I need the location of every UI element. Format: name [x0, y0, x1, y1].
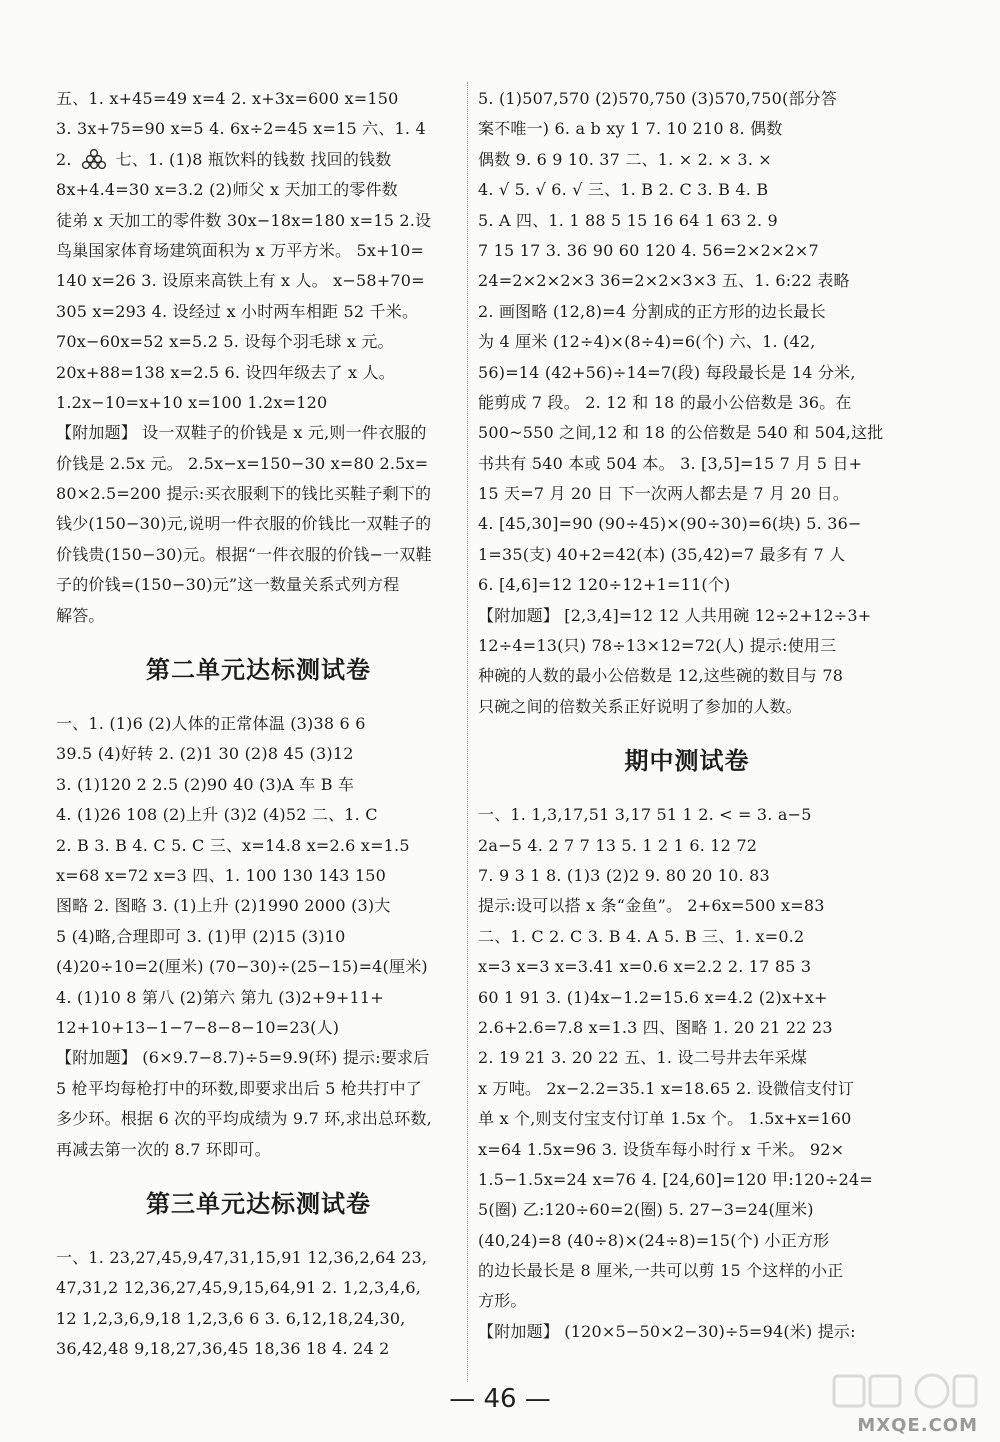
text-line: 价钱贵(150−30)元。根据“一件衣服的价钱−一双鞋: [56, 544, 432, 564]
text-line: 单 x 个,则支付宝支付订单 1.5x 个。 1.5x+x=160: [478, 1109, 852, 1129]
text-line: 36,42,48 9,18,27,36,45 18,36 18 4. 24 2: [56, 1339, 390, 1359]
text-line: 8x+4.4=30 x=3.2 (2)师父 x 天加工的零件数: [56, 180, 398, 200]
text-line: 一、1. 23,27,45,9,47,31,15,91 12,36,2,64 23,: [56, 1247, 428, 1267]
text-line: 为 4 厘米 (12÷4)×(8÷4)=6(个) 六、1. (42,: [478, 332, 816, 352]
text-line: 4. √ 5. √ 6. √ 三、1. B 2. C 3. B 4. B: [478, 180, 769, 200]
text-line: 案不唯一) 6. a b xy 1 7. 10 210 8. 偶数: [478, 119, 783, 139]
text-line: 一、1. (1)6 (2)人体的正常体温 (3)38 6 6: [56, 714, 366, 734]
right-block-2: [478, 800, 896, 1347]
text-line: 3. 3x+75=90 x=5 4. 6x÷2=45 x=15 六、1. 4: [56, 119, 426, 139]
text-line: 39.5 (4)好转 2. (2)1 30 (2)8 45 (3)12: [56, 744, 354, 764]
left-block-1: [56, 84, 461, 631]
text-line: 一、1. 1,3,17,51 3,17 51 1 2. < = 3. a−5: [478, 805, 812, 825]
text-line: x=3 x=3 x=3.41 x=0.6 x=2.2 2. 17 85 3: [478, 957, 812, 977]
text-line: 图略 2. 图略 3. (1)上升 (2)1990 2000 (3)大: [56, 896, 391, 916]
text-line: 【附加题】 (120×5−50×2−30)÷5=94(米) 提示:: [478, 1321, 856, 1341]
right-block-1: [478, 84, 896, 722]
text-line: 提示:设可以搭 x 条“金鱼”。 2+6x=500 x=83: [478, 896, 825, 916]
text-line: 1.2x−10=x+10 x=100 1.2x=120: [56, 392, 328, 412]
text-line: 徒弟 x 天加工的零件数 30x−18x=180 x=15 2.设: [56, 210, 432, 230]
text-line: (4)20÷10=2(厘米) (70−30)÷(25−15)=4(厘米): [56, 957, 428, 977]
text-line: 12+10+13−1−7−8−8−10=23(人): [56, 1017, 340, 1037]
ring-pyramid-icon: [78, 149, 110, 169]
text-line: 500~550 之间,12 和 18 的公倍数是 540 和 504,这批: [478, 423, 884, 443]
left-block-3: [56, 1243, 461, 1365]
page-number: — 46 —: [449, 1384, 551, 1414]
text-line: 5(圈) 乙:120÷60=2(圈) 5. 27−3=24(厘米): [478, 1200, 814, 1220]
text-line: 7 15 17 3. 36 90 60 120 4. 56=2×2×2×7: [478, 240, 819, 260]
text-line: 47,31,2 12,36,27,45,9,15,64,91 2. 1,2,3,4,6,: [56, 1278, 422, 1298]
text-line-with-ring: [56, 145, 461, 175]
text-line: 1.5−1.5x=24 x=76 4. [24,60]=120 甲:120÷24=: [478, 1169, 874, 1189]
text-line: 12 1,2,3,6,9,18 1,2,3,6 6 3. 6,12,18,24,30,: [56, 1308, 406, 1328]
text-line: 305 x=293 4. 设经过 x 小时两车相距 52 千米。: [56, 301, 419, 321]
text-line: 5 枪平均每枪打中的环数,即要求出后 5 枪共打中了: [56, 1078, 422, 1098]
text-line: 140 x=26 3. 设原来高铁上有 x 人。 x−58+70=: [56, 271, 425, 291]
text-line: 【附加题】 (6×9.7−8.7)÷5=9.9(环) 提示:要求后: [56, 1048, 430, 1068]
section-title-unit-2: 第二单元达标测试卷: [146, 655, 371, 685]
text-line: x=64 1.5x=96 3. 设货车每小时行 x 千米。 92×: [478, 1139, 845, 1159]
text-line: x=68 x=72 x=3 四、1. 100 130 143 150: [56, 865, 387, 885]
column-divider: [467, 82, 468, 1382]
text-line: 只碗之间的倍数关系正好说明了参加的人数。: [478, 696, 803, 716]
text-line: (40,24)=8 (40÷8)×(24÷8)=15(个) 小正方形: [478, 1230, 830, 1250]
text-line: 4. (1)26 108 (2)上升 (3)2 (4)52 二、1. C: [56, 805, 378, 825]
text-line: 能剪成 7 段。 2. 12 和 18 的最小公倍数是 36。在: [478, 392, 852, 412]
text-line: 偶数 9. 6 9 10. 37 二、1. × 2. × 3. ×: [478, 149, 772, 169]
text-line: 5. (1)507,570 (2)570,750 (3)570,750(部分答: [478, 89, 838, 108]
text-line: 6. [4,6]=12 120÷12+1=11(个): [478, 575, 731, 595]
section-title-unit-3: 第三单元达标测试卷: [146, 1188, 371, 1218]
text-line: 56)=14 (42+56)÷14=7(段) 每段最长是 14 分米,: [478, 362, 856, 382]
text-line: 15 天=7 月 20 日 下一次两人都去是 7 月 20 日。: [478, 484, 850, 504]
text-line: 20x+88=138 x=2.5 6. 设四年级去了 x 人。: [56, 362, 395, 382]
text-line: 5. A 四、1. 1 88 5 15 16 64 1 63 2. 9: [478, 210, 778, 230]
text-line: 再减去第一次的 8.7 环即可。: [56, 1139, 271, 1159]
text-line: 5 (4)略,合理即可 3. (1)甲 (2)15 (3)10: [56, 926, 346, 946]
text-line: 4. (1)10 8 第八 (2)第六 第九 (3)2+9+11+: [56, 987, 384, 1007]
text-line: 80×2.5=200 提示:买衣服剩下的钱比买鞋子剩下的: [56, 484, 432, 504]
text-line: 鸟巢国家体育场建筑面积为 x 万平方米。 5x+10=: [56, 240, 425, 260]
text-line: 的边长最长是 8 厘米,一共可以剪 15 个这样的小正: [478, 1261, 844, 1281]
text-line: 2. B 3. B 4. C 5. C 三、x=14.8 x=2.6 x=1.5: [56, 835, 410, 855]
text-line: 【附加题】 设一双鞋子的价钱是 x 元,则一件衣服的: [56, 423, 427, 443]
text-line: 多少环。根据 6 次的平均成绩为 9.7 环,求出总环数,: [56, 1109, 432, 1129]
text-line: 【附加题】 [2,3,4]=12 12 人共用碗 12÷2+12÷3+: [478, 605, 872, 625]
right-column: [478, 84, 896, 1347]
text-line: 2a−5 4. 2 7 7 13 5. 1 2 1 6. 12 72: [478, 835, 758, 855]
text-line: 2.6+2.6=7.8 x=1.3 四、图略 1. 20 21 22 23: [478, 1017, 833, 1037]
item-number: 2.: [56, 149, 72, 169]
text-line: 解答。: [56, 605, 105, 625]
text-line: 书共有 540 本或 504 本。 3. [3,5]=15 7 月 5 日+: [478, 453, 863, 473]
text-line: 方形。: [478, 1291, 527, 1311]
text-line: 钱少(150−30)元,说明一件衣服的价钱比一双鞋子的: [56, 514, 432, 534]
text-line: 2. 19 21 3. 20 22 五、1. 设二号井去年采煤: [478, 1048, 808, 1068]
text-line: 2. 画图略 (12,8)=4 分割成的正方形的边长最长: [478, 301, 826, 321]
text-line: 4. [45,30]=90 (90÷45)×(90÷30)=6(块) 5. 36−: [478, 514, 862, 534]
text-line: 二、1. C 2. C 3. B 4. A 5. B 三、1. x=0.2: [478, 926, 805, 946]
watermark-text: MXQE.COM: [857, 1415, 978, 1436]
text-line: x 万吨。 2x−2.2=35.1 x=18.65 2. 设微信支付订: [478, 1078, 855, 1098]
text-line: 7. 9 3 1 8. (1)3 (2)2 9. 80 20 10. 83: [478, 865, 770, 885]
text-line: 3. (1)120 2 2.5 (2)90 40 (3)A 车 B 车: [56, 774, 355, 794]
section-title-midterm: 期中测试卷: [624, 746, 750, 776]
text-line: 60 1 91 3. (1)4x−1.2=15.6 x=4.2 (2)x+x+: [478, 987, 828, 1007]
text-line: 24=2×2×2×3 36=2×2×3×3 五、1. 6:22 表略: [478, 271, 850, 291]
text-line: 12÷4=13(只) 78÷13×12=72(人) 提示:使用三: [478, 636, 837, 656]
left-column: [56, 84, 461, 1364]
text-line: 七、1. (1)8 瓶饮料的钱数 找回的钱数: [115, 149, 392, 169]
left-block-2: [56, 709, 461, 1165]
text-line: 价钱是 2.5x 元。 2.5x−x=150−30 x=80 2.5x=: [56, 453, 429, 473]
text-line: 种碗的人数的最小公倍数是 12,这些碗的数目与 78: [478, 666, 844, 686]
text-line: 70x−60x=52 x=5.2 5. 设每个羽毛球 x 元。: [56, 332, 394, 352]
text-line: 1=35(支) 40+2=42(本) (35,42)=7 最多有 7 人: [478, 544, 846, 564]
text-line: 子的价钱=(150−30)元”这一数量关系式列方程: [56, 575, 400, 595]
text-line: 五、1. x+45=49 x=4 2. x+3x=600 x=150: [56, 89, 399, 108]
